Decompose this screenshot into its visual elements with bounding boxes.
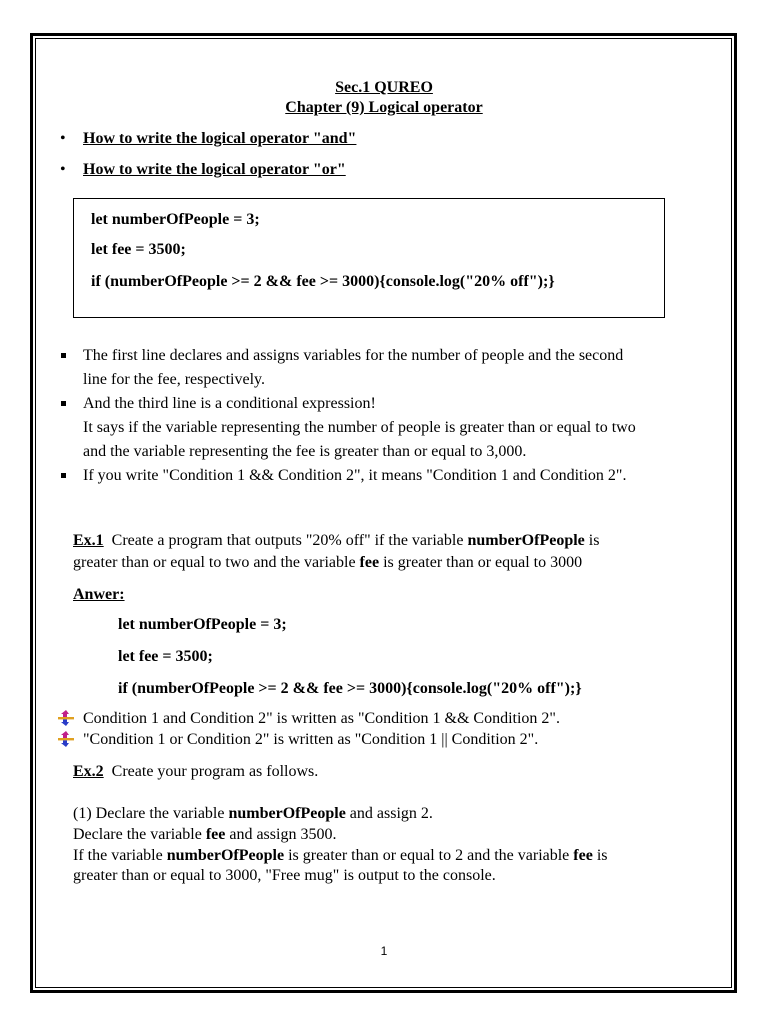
explanation-1-line-1: The first line declares and assigns variables for the number of people and the second: [83, 347, 624, 364]
note-and: Condition 1 and Condition 2" is written as "Condition 1 && Condition 2".: [83, 710, 560, 727]
note-or: "Condition 1 or Condition 2" is written as "Condition 1 || Condition 2".: [83, 731, 539, 748]
answer-label: Anwer:: [73, 586, 125, 603]
ex1-text-b: is: [588, 532, 600, 549]
answer-line-2: let fee = 3500;: [118, 648, 213, 665]
code-line-1: let numberOfPeople = 3;: [91, 211, 260, 228]
ex2-p1-b: and assign 2.: [349, 805, 433, 822]
ex1-text-a: Create a program that outputs "20% off" if the variable: [111, 532, 464, 549]
ex1-var-fee: fee: [359, 554, 380, 571]
ex2-p2-var: fee: [205, 826, 226, 843]
ex1-var-number-of-people: numberOfPeople: [467, 532, 585, 549]
explanation-2-line-3: and the variable representing the fee is greater than or equal to 3,000.: [83, 443, 527, 460]
answer-line-1: let numberOfPeople = 3;: [118, 616, 287, 633]
ex1-line-1: [73, 531, 599, 551]
topic-bullet-dot: •: [60, 130, 66, 147]
chapter-title: Chapter (9) Logical operator: [285, 99, 483, 116]
ex2-p2-b: and assign 3500.: [229, 826, 337, 843]
ex2-step-4: greater than or equal to 3000, "Free mug" is output to the console.: [73, 867, 496, 884]
ex2-p3-a: If the variable: [73, 847, 163, 864]
ex1-line-2: [73, 553, 582, 573]
ex2-p1-a: (1) Declare the variable: [73, 805, 225, 822]
section-title: Sec.1 QUREO: [335, 79, 433, 96]
ex1-line2-b: is greater than or equal to 3000: [383, 554, 583, 571]
ex2-step-2: [73, 825, 336, 845]
explanation-3-line-1: If you write "Condition 1 && Condition 2", it means "Condition 1 and Condition 2".: [83, 467, 627, 484]
four-way-arrow-icon: [58, 710, 74, 726]
ex2-p3-var: numberOfPeople: [166, 847, 285, 864]
topic-or: How to write the logical operator "or": [83, 161, 346, 178]
page-number: 1: [380, 944, 388, 958]
ex2-step-1: [73, 804, 433, 824]
topic-bullet-dot: •: [60, 161, 66, 178]
ex2-p3-c: is: [596, 847, 608, 864]
code-line-3: if (numberOfPeople >= 2 && fee >= 3000){console.log("20% off");}: [91, 273, 555, 290]
four-way-arrow-icon: [58, 731, 74, 747]
explanation-1-line-2: line for the fee, respectively.: [83, 371, 265, 388]
ex2-p2-a: Declare the variable: [73, 826, 202, 843]
ex2-intro: Create your program as follows.: [111, 763, 319, 780]
ex1-line2-a: greater than or equal to two and the variable: [73, 554, 356, 571]
ex1-label: Ex.1: [73, 532, 104, 549]
ex2-label: Ex.2: [73, 763, 104, 780]
ex2-heading: [73, 762, 318, 782]
code-line-2: let fee = 3500;: [91, 241, 186, 258]
square-bullet: [61, 401, 66, 406]
square-bullet: [61, 473, 66, 478]
ex2-step-3: [73, 846, 607, 866]
explanation-2-line-1: And the third line is a conditional expression!: [83, 395, 376, 412]
topic-and: How to write the logical operator "and": [83, 130, 357, 147]
ex2-p3-b: is greater than or equal to 2 and the variable: [288, 847, 570, 864]
explanation-2-line-2: It says if the variable representing the number of people is greater than or equal to two: [83, 419, 636, 436]
square-bullet: [61, 353, 66, 358]
answer-line-3: if (numberOfPeople >= 2 && fee >= 3000){console.log("20% off");}: [118, 680, 582, 697]
ex2-p3-var2: fee: [573, 847, 593, 864]
ex2-p1-var: numberOfPeople: [228, 805, 346, 822]
